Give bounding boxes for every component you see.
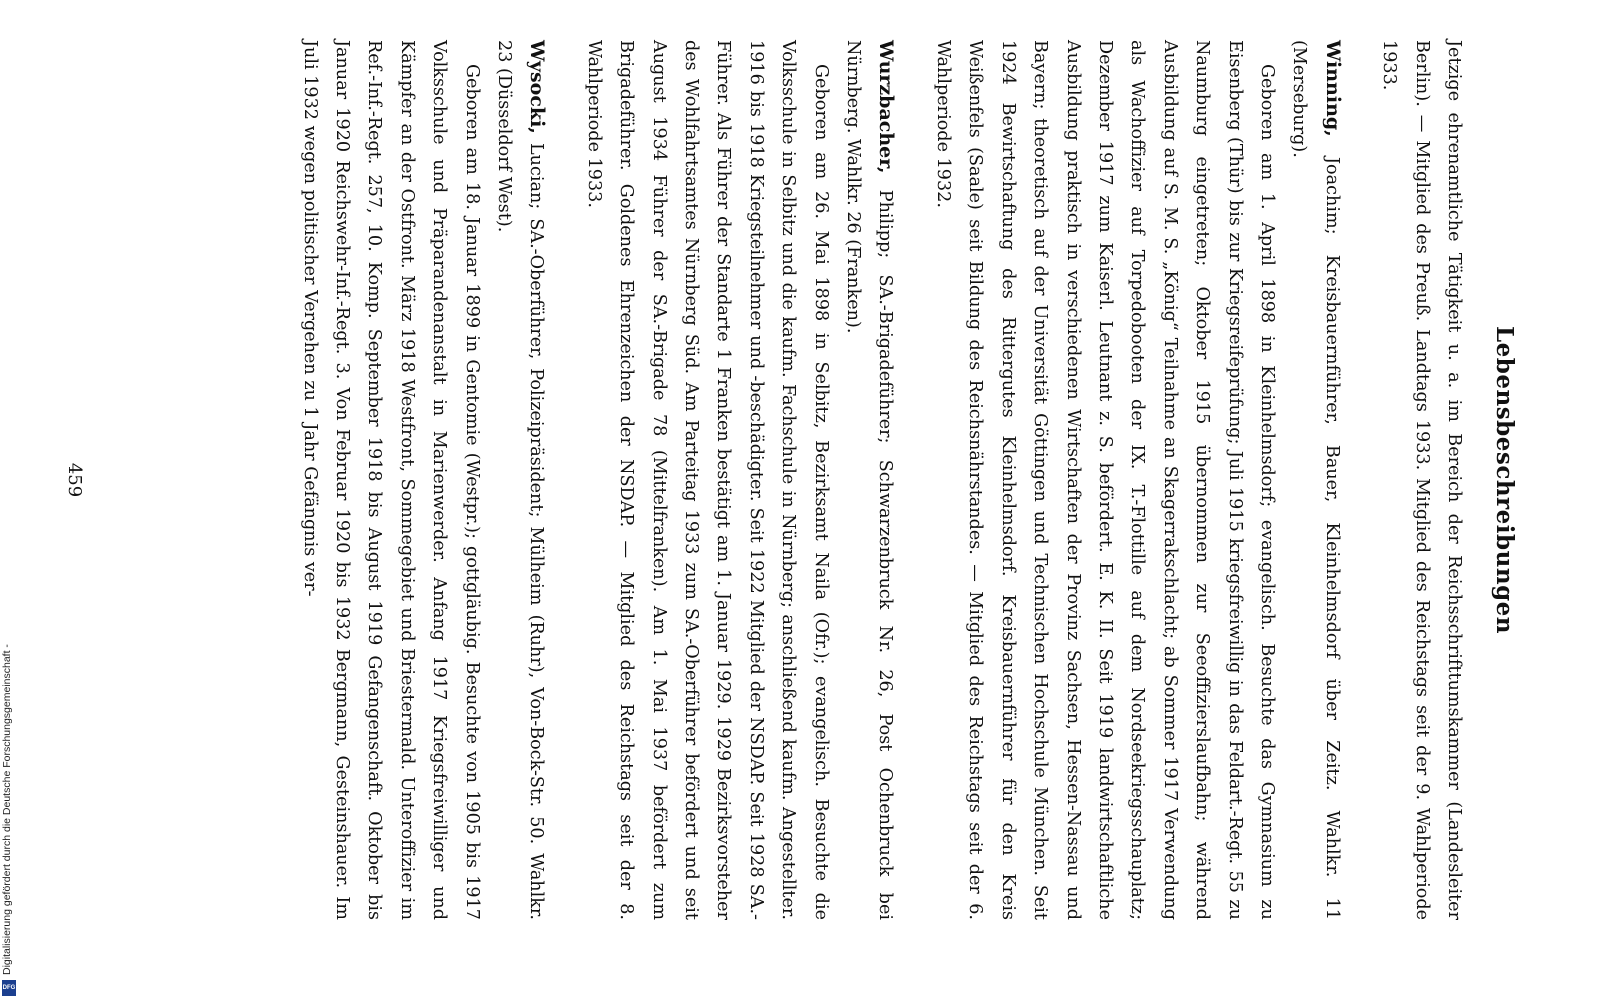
entry-paragraph: Geboren am 1. April 1898 in Kleinhelmsdorf; evangelisch. Besuchte das Gymnasium zu Eisenberg (Thür) bis zur Kriegsreifeprüfung; Juli 1915 kriegsfreiwillig in das Feldart.-Regt. 55 zu Naumburg eingetreten; Oktober 1915 übernommen zur Seeoffizierslaufbahn; während Ausbildung auf S. M. S. „König“ Teilnahme an Skagerrakschlacht; ab Sommer 1917 Verwendung als Wachoffizier auf Torpedobooten der IX. T.-Flottille auf dem Nordseekriegsschauplatz; Dezember 1917 zum Kaiserl. Leutnant z. S. befördert. E. K. II. Seit 1919 landwirtschaftliche Ausbildung praktisch in verschiedenen Wirtschaften der Provinz Sachsen, Hessen-Nassau und Bayern; theoretisch auf der Universität Göttingen und Technischen Hochschule München. Seit 1924 Bewirtschaftung des Rittergutes Kleinhelmsdorf. Kreisbauernführer für den Kreis Weißenfels (Saale) seit Bildung des Reichsnährstandes. — Mitglied des Reichstags seit der 6. Wahlperiode 1932.: [932, 40, 1277, 920]
entry-header-text: Joachim; Kreisbauernführer, Bauer, Kleinhelmsdorf über Zeitz. Wahlkr. 11 (Merseburg).: [1289, 40, 1342, 920]
running-head: Lebensbeschreibungen: [1491, 325, 1518, 635]
credit-text: Digitalisierung gefördert durch die Deutsche Forschungsgemeinschaft -: [1, 644, 13, 975]
entry-name: Wysocki,: [526, 40, 549, 134]
paragraph-continuation: Jetzige ehrenamtliche Tätigkeit u. a. im Bereich der Reichsschrifttumskammer (Landesleiter Berlin). — Mitglied des Preuß. Landtags 1933. Mitglied des Reichstags seit der 9. Wahlperiode 1933.: [1379, 40, 1464, 920]
entry-name: Wurzbacher,: [875, 40, 898, 174]
entry-header: [488, 40, 554, 920]
entry-wysocki: [293, 40, 553, 920]
entry-winning: [927, 40, 1349, 920]
page-number: 459: [64, 462, 85, 498]
entry-header-text: Lucian; SA.-Oberführer, Polizeipräsident; Mülheim (Ruhr), Von-Bock-Str. 50. Wahlkr. 23 (Düsseldorf West).: [494, 40, 547, 920]
body-text: [293, 40, 1470, 920]
credit-strip: [0, 0, 18, 1000]
entry-header: [1283, 40, 1349, 920]
entry-header: [837, 40, 903, 920]
entry-paragraph: Geboren am 26. Mai 1898 in Selbitz, Bezirksamt Naila (Ofr.); evangelisch. Besuchte die Volksschule in Selbitz und die kaufm. Fachschule in Nürnberg; anschließend kaufm. Angestellter. 1916 bis 1918 Kriegsteilnehmer und -beschädigter. Seit 1922 Mitglied der NSDAP. Seit 1928 SA.-Führer. Als Führer der Standarte 1 Franken bestätigt am 1. Januar 1929. 1929 Bezirksvorsteher des Wohlfahrtsamtes Nürnberg Süd. Am Parteitag 1933 zum SA.-Oberführer befördert und seit August 1934 Führer der SA.-Brigade 78 (Mittelfranken). Am 1. Mai 1937 befördert zum Brigadeführer. Goldenes Ehrenzeichen der NSDAP. — Mitglied des Reichstags seit der 8. Wahlperiode 1933.: [583, 40, 831, 920]
rotated-page: [38, 10, 1538, 950]
entry-name: Winning,: [1321, 40, 1344, 137]
entry-wurzbacher: [577, 40, 902, 920]
entry-header-text: Philipp; SA.-Brigadeführer; Schwarzenbruck Nr. 26, Post Ochenbruck bei Nürnberg. Wahlkr. 26 (Franken).: [843, 40, 896, 920]
dfg-logo-icon: DFG: [2, 980, 16, 996]
entry-paragraph: Geboren am 18. Januar 1899 in Gentomie (Westpr.); gottgläubig. Besuchte von 1905 bis 1917 Volksschule und Präparandenanstalt in Marienwerder. Anfang 1917 Kriegsfreiwilliger und Kämpfer an der Ostfront. März 1918 Westfront, Sommegebiet und Briestermald. Unteroffizier im Ref.-Inf.-Regt. 257, 10. Komp. September 1918 bis August 1919 Gefangenschaft. Oktober bis Januar 1920 Reichswehr-Inf.-Regt. 3. Von Februar 1920 bis 1932 Bergmann, Gesteinshauer. Im Juli 1932 wegen politischer Vergehen zu 1 Jahr Gefängnis ver-: [299, 40, 482, 920]
